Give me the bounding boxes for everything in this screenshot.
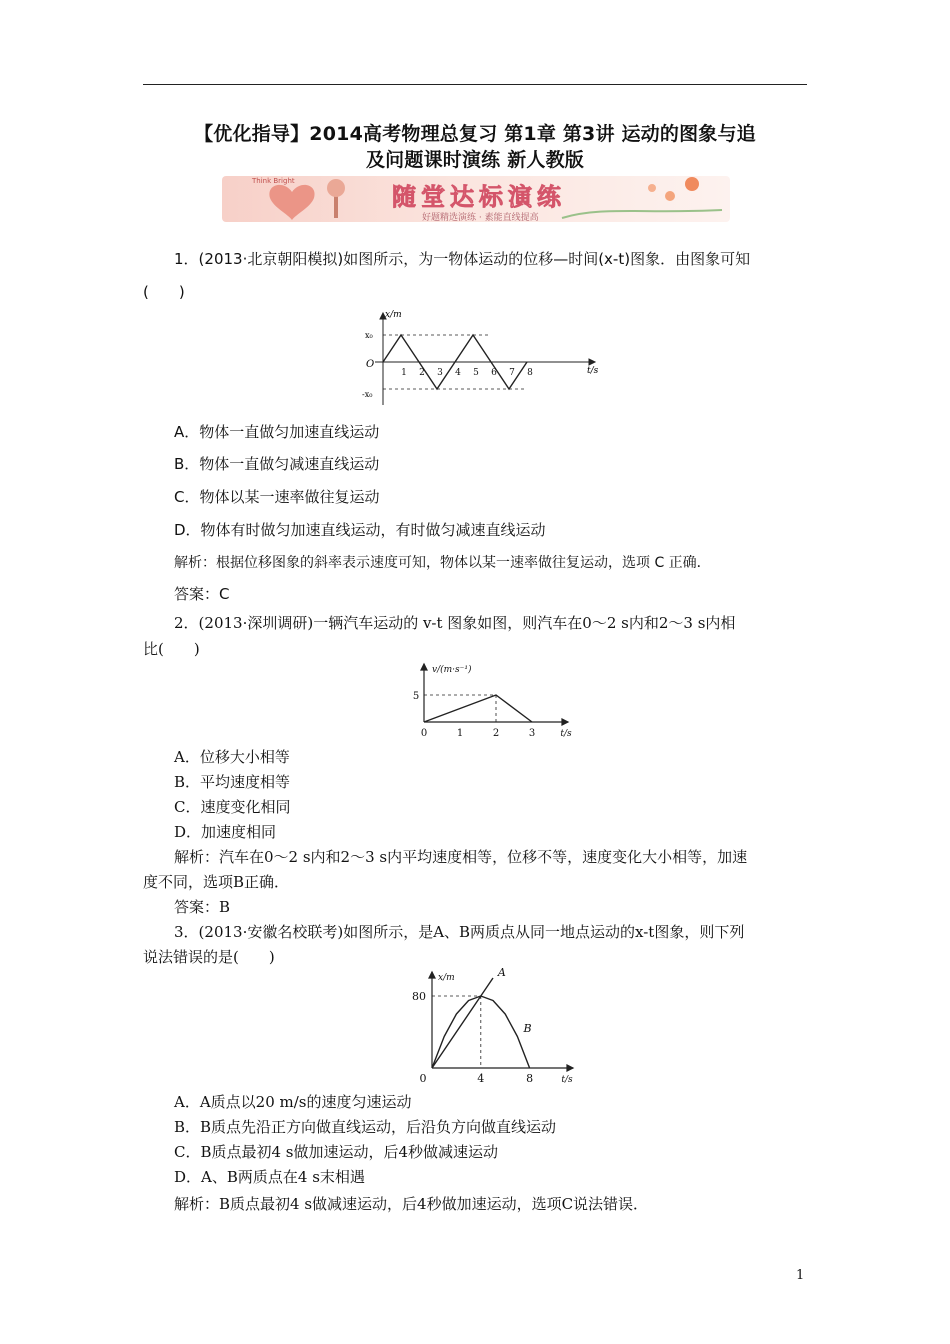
q1-x-tick-label: 2 bbox=[419, 368, 425, 378]
q3-series-A bbox=[432, 978, 493, 1068]
q1-x-tick-label: 3 bbox=[437, 368, 443, 378]
q3-legend-B: B bbox=[523, 1022, 532, 1035]
q1-origin-label: O bbox=[366, 359, 375, 370]
q3-option-c: C．B质点最初4 s做加速运动，后4秒做减速运动 bbox=[174, 1143, 499, 1161]
q2-option-b: B．平均速度相等 bbox=[174, 773, 291, 791]
banner-subtitle: 好题精选演练 · 素能直线提高 bbox=[422, 213, 539, 223]
q2-answer: 答案：B bbox=[174, 898, 231, 916]
q2-x-tick-label: 3 bbox=[528, 728, 536, 739]
q3-x-tick-label: 0 bbox=[419, 1072, 427, 1085]
q2-stem-cont: 比( ) bbox=[143, 640, 200, 658]
q1-x-tick-label: 5 bbox=[473, 368, 479, 378]
q1-option-d: D．物体有时做匀加速直线运动，有时做匀减速直线运动 bbox=[174, 521, 546, 539]
title-line-2: 及问题课时演练 新人教版 bbox=[365, 149, 584, 171]
exercise-banner bbox=[222, 170, 730, 226]
q2-analysis-cont: 度不同，选项B正确． bbox=[143, 873, 290, 891]
header-rule bbox=[143, 84, 807, 85]
q2-y-tick-label: 5 bbox=[412, 691, 420, 702]
q3-y-axis-arrow bbox=[429, 972, 435, 978]
banner-heading: 随堂达标演练 bbox=[392, 183, 566, 211]
q3-x-tick-label: 8 bbox=[526, 1072, 534, 1085]
q3-option-d: D．A、B两质点在4 s末相遇 bbox=[174, 1168, 365, 1186]
q1-xt-chart bbox=[355, 305, 605, 410]
q2-x-axis-arrow bbox=[562, 719, 568, 725]
q1-answer: 答案：C bbox=[174, 585, 230, 603]
q2-x-tick-label: 1 bbox=[456, 728, 464, 739]
q3-y-axis-label: x/m bbox=[438, 973, 455, 983]
q1-x-tick-label: 8 bbox=[527, 368, 533, 378]
q1-analysis: 解析：根据位移图象的斜率表示速度可知，物体以某一速率做往复运动，选项 C 正确． bbox=[174, 555, 711, 571]
q1-x-axis-arrow bbox=[589, 359, 595, 365]
q2-stem: 2．(2013·深圳调研)一辆汽车运动的 v-t 图象如图，则汽车在0～2 s内和2～3 s内相 bbox=[174, 614, 736, 632]
q3-stem-cont: 说法错误的是( ) bbox=[143, 948, 275, 966]
q2-x-tick-label: 0 bbox=[420, 728, 428, 739]
q3-x-axis-arrow bbox=[567, 1065, 573, 1071]
q2-option-d: D．加速度相同 bbox=[174, 823, 277, 841]
q3-legend-A: A bbox=[497, 968, 506, 980]
q1-y-pos-label: x₀ bbox=[365, 331, 373, 340]
q1-option-b: B．物体一直做匀减速直线运动 bbox=[174, 455, 380, 473]
q1-option-c: C．物体以某一速率做往复运动 bbox=[174, 488, 380, 506]
q1-stem: 1．(2013·北京朝阳模拟)如图所示，为一物体运动的位移—时间(x-t)图象．由图象可知 bbox=[174, 250, 751, 268]
q1-x-tick-label: 1 bbox=[401, 368, 407, 378]
q3-x-tick-label: 4 bbox=[477, 1072, 485, 1085]
q2-series-line bbox=[424, 695, 532, 722]
q1-x-tick-label: 4 bbox=[455, 368, 461, 378]
q1-option-a: A．物体一直做匀加速直线运动 bbox=[174, 423, 380, 441]
title-line-1: 【优化指导】2014高考物理总复习 第1章 第3讲 运动的图象与追 bbox=[194, 123, 756, 145]
q3-analysis: 解析：B质点最初4 s做减速运动，后4秒做加速运动，选项C说法错误． bbox=[174, 1195, 649, 1213]
q3-option-b: B．B质点先沿正方向做直线运动，后沿负方向做直线运动 bbox=[174, 1118, 557, 1136]
q1-x-tick-label: 6 bbox=[491, 368, 497, 378]
q2-x-axis-label: t/s bbox=[560, 729, 572, 739]
q2-analysis: 解析：汽车在0～2 s内和2～3 s内平均速度相等，位移不等，速度变化大小相等，加速 bbox=[174, 848, 748, 866]
q3-x-axis-label: t/s bbox=[561, 1075, 573, 1085]
q1-x-axis-label: t/s bbox=[587, 366, 599, 376]
q2-option-c: C．速度变化相同 bbox=[174, 798, 291, 816]
q2-option-a: A．位移大小相等 bbox=[174, 748, 290, 766]
q2-vt-chart bbox=[388, 660, 578, 742]
q1-x-tick-label: 7 bbox=[509, 368, 515, 378]
q3-option-a: A．A质点以20 m/s的速度匀速运动 bbox=[174, 1093, 412, 1111]
q3-y-tick-label: 80 bbox=[412, 990, 426, 1003]
q2-y-axis-label: v/(m·s⁻¹) bbox=[432, 665, 472, 675]
q1-y-axis-label: x/m bbox=[385, 310, 402, 320]
q1-stem-bracket: ( ) bbox=[143, 283, 185, 301]
q3-xt-chart bbox=[395, 968, 585, 1090]
q3-stem: 3．(2013·安徽名校联考)如图所示，是A、B两质点从同一地点运动的x-t图象，则下列 bbox=[174, 923, 745, 941]
q2-x-tick-label: 2 bbox=[492, 728, 500, 739]
q2-y-axis-arrow bbox=[421, 664, 427, 670]
q1-y-neg-label: -x₀ bbox=[362, 390, 373, 399]
banner-corner-text: Think Bright bbox=[252, 177, 295, 185]
page-number: 1 bbox=[796, 1268, 805, 1283]
document-title bbox=[143, 121, 807, 173]
